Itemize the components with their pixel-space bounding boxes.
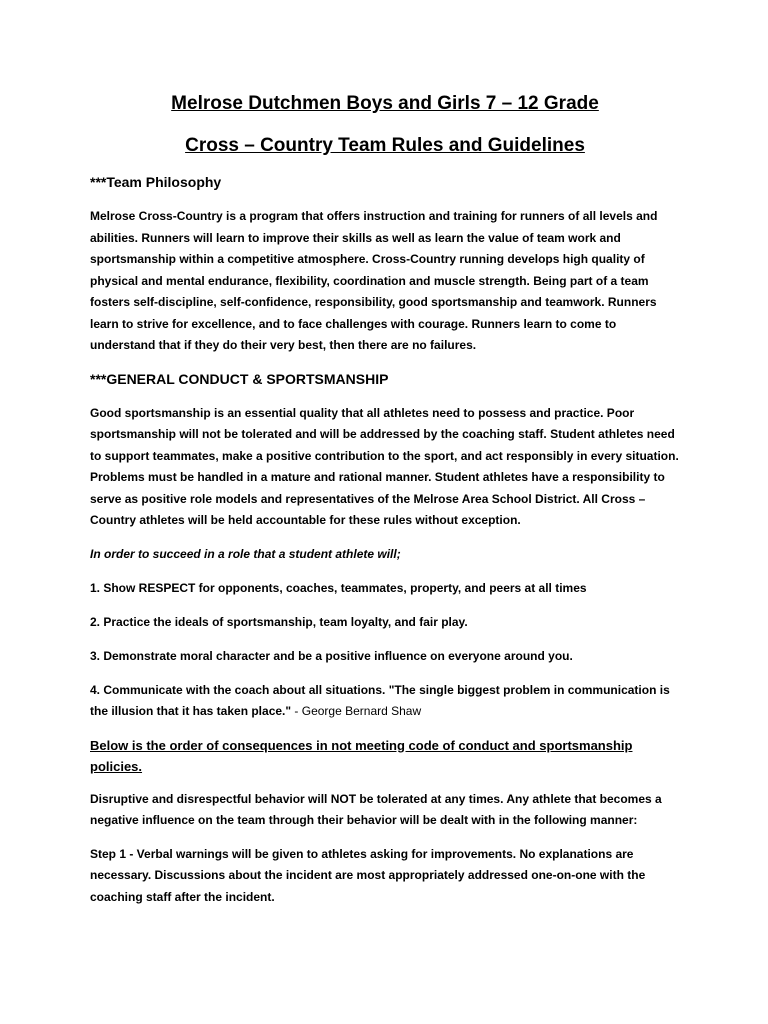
step-1-label: Step 1 bbox=[90, 846, 127, 861]
step-1-text: - Verbal warnings will be given to athletes asking for improvements. No explanations are necessary. Discussions about the incident are most appropriately addressed one-on-one with the coaching staff after the incident. bbox=[90, 846, 646, 904]
rule-item-1: 1. Show RESPECT for opponents, coaches, teammates, property, and peers at all times bbox=[90, 580, 587, 595]
document-title-line-2: Cross – Country Team Rules and Guidelines bbox=[185, 135, 585, 156]
rule-item-4 bbox=[90, 680, 680, 722]
step-1-paragraph bbox=[90, 844, 680, 909]
student-athlete-intro: In order to succeed in a role that a student athlete will; bbox=[90, 546, 401, 561]
quote-author: - George Bernard Shaw bbox=[291, 703, 422, 718]
rule-item-4-text: 4. Communicate with the coach about all situations. "The single biggest problem in communication is the illusion that it has taken place." bbox=[90, 682, 670, 718]
team-philosophy-paragraph: Melrose Cross-Country is a program that offers instruction and training for runners of all levels and abilities. Runners will learn to improve their skills as well as learn the value of team work and sportsmanship within a competitive atmosphere. Cross-Country running develops high quality of physical and mental endurance, flexibility, coordination and muscle strength. Being part of a team fosters self-discipline, self-confidence, responsibility, good sportsmanship and teamwork. Runners learn to strive for excellence, and to face challenges with courage. Runners learn to come to understand that if they do their very best, then there are no failures. bbox=[90, 209, 658, 352]
general-conduct-heading: ***GENERAL CONDUCT & SPORTSMANSHIP bbox=[90, 370, 389, 387]
general-conduct-paragraph: Good sportsmanship is an essential quality that all athletes need to possess and practice. Poor sportsmanship will not be tolerated and will be addressed by the coaching staff. Student athletes need to support teammates, make a positive contribution to the sport, and act responsibly in every situation. Problems must be handled in a mature and rational manner. Student athletes have a responsibility to serve as positive role models and representatives of the Melrose Area School District. All Cross – Country athletes will be held accountable for these rules without exception. bbox=[90, 405, 679, 527]
rule-item-3: 3. Demonstrate moral character and be a positive influence on everyone around you. bbox=[90, 648, 573, 663]
rule-item-2: 2. Practice the ideals of sportsmanship, team loyalty, and fair play. bbox=[90, 614, 468, 629]
consequences-heading: Below is the order of consequences in not meeting code of conduct and sportsmanship policies. bbox=[90, 737, 633, 774]
disruptive-behavior-paragraph: Disruptive and disrespectful behavior will NOT be tolerated at any times. Any athlete that becomes a negative influence on the team through their behavior will be dealt with in the following manner: bbox=[90, 791, 662, 827]
team-philosophy-heading: ***Team Philosophy bbox=[90, 174, 222, 190]
document-title-line-1: Melrose Dutchmen Boys and Girls 7 – 12 Grade bbox=[171, 93, 599, 114]
